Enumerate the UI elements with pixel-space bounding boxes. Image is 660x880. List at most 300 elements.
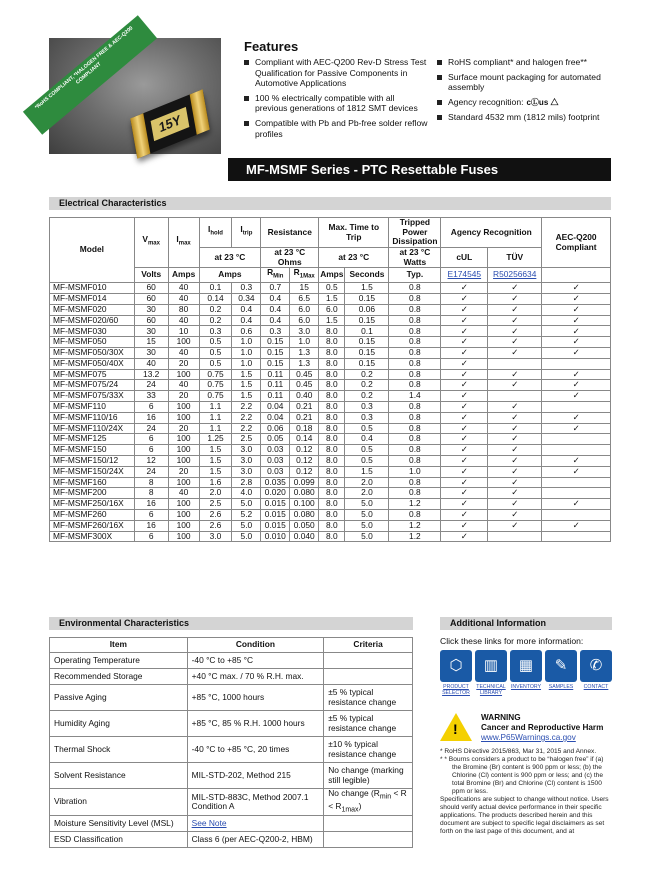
value-cell (542, 358, 611, 369)
table-row: Humidity Aging +85 °C, 85 % R.H. 1000 hours ±5 % typical resistance change (50, 711, 413, 737)
value-cell: ✓ (542, 423, 611, 434)
value-cell: 0.1 (199, 283, 232, 294)
value-cell: 0.4 (232, 304, 261, 315)
value-cell: 0.100 (290, 499, 319, 510)
value-cell: 0.5 (199, 358, 232, 369)
value-cell: 2.2 (232, 423, 261, 434)
value-cell: 100 (168, 401, 199, 412)
value-cell: ✓ (441, 337, 488, 348)
features-title: Features (244, 39, 299, 54)
value-cell: 0.45 (290, 380, 319, 391)
value-cell: 8.0 (319, 520, 345, 531)
model-cell: MF-MSMF260 (50, 509, 135, 520)
value-cell: 100 (168, 455, 199, 466)
value-cell: 1.1 (199, 423, 232, 434)
table-row (50, 531, 611, 542)
model-cell: MF-MSMF075/33X (50, 391, 135, 402)
value-cell: 0.15 (345, 347, 389, 358)
sub-tuv: TÜV (488, 248, 542, 268)
value-cell: 0.8 (389, 358, 441, 369)
warning-triangle-icon: ! (440, 713, 472, 741)
value-cell: 8.0 (319, 347, 345, 358)
value-cell: 0.8 (389, 488, 441, 499)
table-row (50, 455, 611, 466)
value-cell: 8.0 (319, 358, 345, 369)
value-cell: ✓ (488, 347, 542, 358)
link-label[interactable]: PRODUCT SELECTOR (442, 684, 470, 696)
value-cell: 0.5 (199, 347, 232, 358)
value-cell: 20 (168, 423, 199, 434)
value-cell: 5.0 (345, 509, 389, 520)
value-cell: 1.5 (345, 466, 389, 477)
warning-title: WARNING (481, 713, 521, 722)
value-cell: 100 (168, 499, 199, 510)
table-row (50, 326, 611, 337)
value-cell: 8.0 (319, 380, 345, 391)
table-row (50, 520, 611, 531)
model-cell: MF-MSMF125 (50, 434, 135, 445)
model-cell: MF-MSMF110/16 (50, 412, 135, 423)
value-cell: ✓ (488, 488, 542, 499)
value-cell: 8.0 (319, 434, 345, 445)
value-cell: 0.8 (389, 283, 441, 294)
table-row (50, 347, 611, 358)
value-cell: ✓ (488, 315, 542, 326)
table-row: Operating Temperature -40 °C to +85 °C (50, 653, 413, 669)
link-contact[interactable] (580, 650, 612, 696)
value-cell (488, 531, 542, 542)
cul-file-link-text[interactable]: E174545 (447, 269, 482, 280)
value-cell: ✓ (488, 455, 542, 466)
value-cell: 0.21 (290, 412, 319, 423)
value-cell: 40 (168, 315, 199, 326)
model-cell: MF-MSMF150 (50, 445, 135, 456)
electrical-section-title: Electrical Characteristics (49, 197, 611, 210)
value-cell: 1.5 (199, 455, 232, 466)
link-label[interactable]: INVENTORY (510, 684, 542, 690)
value-cell: ✓ (441, 509, 488, 520)
p65-link[interactable]: www.P65Warnings.ca.gov (481, 733, 576, 742)
value-cell: 5.0 (345, 520, 389, 531)
value-cell: 2.2 (232, 401, 261, 412)
col-ihold: $I_{hold}$ (199, 218, 232, 248)
value-cell: 3.0 (199, 531, 232, 542)
model-cell: MF-MSMF010 (50, 283, 135, 294)
model-cell: MF-MSMF014 (50, 293, 135, 304)
environmental-section-title: Environmental Characteristics (49, 617, 413, 630)
value-cell: ✓ (488, 337, 542, 348)
value-cell (542, 445, 611, 456)
col-criteria: Criteria (324, 638, 413, 653)
value-cell: 8.0 (319, 466, 345, 477)
value-cell: ✓ (542, 347, 611, 358)
table-row (50, 423, 611, 434)
value-cell: 0.75 (199, 369, 232, 380)
value-cell: 0.5 (345, 423, 389, 434)
value-cell: 0.4 (261, 304, 290, 315)
value-cell: 8.0 (319, 369, 345, 380)
unit-amps: Amps (319, 268, 345, 283)
environmental-table (49, 637, 413, 848)
col-model: Model (50, 218, 135, 283)
value-cell: 0.15 (345, 358, 389, 369)
value-cell: 8.0 (319, 531, 345, 542)
value-cell: 5.0 (232, 520, 261, 531)
value-cell: 8.0 (319, 509, 345, 520)
value-cell: 6 (134, 445, 168, 456)
value-cell: 1.0 (232, 347, 261, 358)
value-cell: ✓ (441, 347, 488, 358)
value-cell: ✓ (542, 293, 611, 304)
value-cell: 0.4 (261, 293, 290, 304)
value-cell: 0.18 (290, 423, 319, 434)
feature-item: Surface mount packaging for automated assembly (437, 72, 612, 93)
link-samples[interactable] (545, 650, 577, 696)
value-cell: 24 (134, 380, 168, 391)
see-note-cell[interactable] (187, 816, 324, 832)
value-cell: ✓ (542, 315, 611, 326)
value-cell: 0.8 (389, 293, 441, 304)
value-cell: 0.050 (290, 520, 319, 531)
value-cell: 6 (134, 434, 168, 445)
value-cell: 0.020 (261, 488, 290, 499)
value-cell: ✓ (441, 380, 488, 391)
value-cell: 0.15 (261, 358, 290, 369)
table-row (50, 488, 611, 499)
value-cell: 40 (168, 347, 199, 358)
col-aec: AEC-Q200 Compliant (542, 218, 611, 268)
value-cell: 33 (134, 391, 168, 402)
value-cell: 0.5 (319, 283, 345, 294)
col-condition: Condition (187, 638, 324, 653)
value-cell: ✓ (542, 499, 611, 510)
value-cell: 2.6 (199, 509, 232, 520)
table-row (50, 369, 611, 380)
value-cell: 8.0 (319, 445, 345, 456)
link-inventory[interactable] (510, 650, 542, 696)
value-cell: 0.5 (345, 455, 389, 466)
link-label[interactable]: TECHNICAL LIBRARY (476, 684, 506, 696)
value-cell: 0.04 (261, 412, 290, 423)
value-cell: 8.0 (319, 391, 345, 402)
link-label[interactable]: CONTACT (583, 684, 609, 690)
value-cell: 0.5 (345, 445, 389, 456)
value-cell: ✓ (441, 477, 488, 488)
table-row: Solvent Resistance MIL-STD-202, Method 215 No change (marking still legible) (50, 763, 413, 789)
value-cell: 1.3 (290, 358, 319, 369)
value-cell: 0.080 (290, 488, 319, 499)
value-cell: ✓ (441, 412, 488, 423)
value-cell: 60 (134, 283, 168, 294)
value-cell: 1.6 (199, 477, 232, 488)
link-product-selector[interactable] (440, 650, 472, 696)
value-cell: 40 (168, 488, 199, 499)
table-row (50, 434, 611, 445)
value-cell: 1.3 (290, 347, 319, 358)
value-cell: 0.2 (345, 391, 389, 402)
value-cell: 3.0 (290, 326, 319, 337)
product-photo (34, 25, 221, 154)
value-cell: 0.3 (261, 326, 290, 337)
value-cell: 0.3 (232, 283, 261, 294)
value-cell: 2.0 (345, 477, 389, 488)
table-row (50, 304, 611, 315)
samples-icon[interactable]: ✎ (545, 650, 577, 682)
value-cell (488, 358, 542, 369)
value-cell: 0.45 (290, 369, 319, 380)
value-cell: 0.8 (389, 369, 441, 380)
value-cell: ✓ (542, 412, 611, 423)
value-cell: 1.0 (389, 466, 441, 477)
technical-library-icon[interactable]: ▥ (475, 650, 507, 682)
value-cell: 3.0 (232, 455, 261, 466)
model-cell: MF-MSMF250/16X (50, 499, 135, 510)
value-cell: 0.14 (199, 293, 232, 304)
value-cell: 5.2 (232, 509, 261, 520)
model-cell: MF-MSMF300X (50, 531, 135, 542)
table-row (50, 337, 611, 348)
value-cell: 24 (134, 466, 168, 477)
value-cell: ✓ (488, 326, 542, 337)
value-cell: 0.15 (261, 337, 290, 348)
value-cell: ✓ (542, 391, 611, 402)
value-cell: 0.15 (345, 315, 389, 326)
value-cell: 6.0 (290, 315, 319, 326)
value-cell: ✓ (488, 509, 542, 520)
value-cell: 1.5 (199, 466, 232, 477)
value-cell: 5.0 (232, 531, 261, 542)
vibration-criteria: No change $(R_{min} < R < R_{1max})$ (324, 789, 413, 816)
contact-icon[interactable]: ✆ (580, 650, 612, 682)
value-cell: ✓ (542, 326, 611, 337)
value-cell: ✓ (542, 304, 611, 315)
product-selector-icon[interactable]: ⬡ (440, 650, 472, 682)
col-tripped-power: Tripped Power Dissipation (389, 218, 441, 248)
value-cell: 2.0 (345, 488, 389, 499)
table-row (50, 401, 611, 412)
model-cell: MF-MSMF020/60 (50, 315, 135, 326)
value-cell: ✓ (488, 434, 542, 445)
inventory-icon[interactable]: ▦ (510, 650, 542, 682)
value-cell: 0.03 (261, 445, 290, 456)
note-spec: Specifications are subject to change without notice. Users should verify actual device performance in their specific applications. The products described herein and this document are subject to specific legal disclaimers as set forth on the last page of this document, and at (440, 796, 609, 835)
value-cell: ✓ (441, 499, 488, 510)
model-cell: MF-MSMF150/24X (50, 466, 135, 477)
model-cell: MF-MSMF050/30X (50, 347, 135, 358)
value-cell (542, 401, 611, 412)
table-row (50, 499, 611, 510)
value-cell: 0.8 (389, 477, 441, 488)
value-cell: 1.2 (389, 520, 441, 531)
value-cell: 0.75 (199, 391, 232, 402)
value-cell: 40 (168, 283, 199, 294)
value-cell: 2.2 (232, 412, 261, 423)
tuv-file-link[interactable] (488, 268, 542, 283)
value-cell: 1.2 (389, 531, 441, 542)
value-cell: 8.0 (319, 455, 345, 466)
table-row: Passive Aging +85 °C, 1000 hours ±5 % typical resistance change (50, 685, 413, 711)
value-cell: 100 (168, 434, 199, 445)
value-cell: ✓ (542, 380, 611, 391)
col-item: Item (50, 638, 188, 653)
value-cell (542, 509, 611, 520)
value-cell: 0.2 (199, 315, 232, 326)
value-cell: 6.5 (290, 293, 319, 304)
value-cell: 8.0 (319, 401, 345, 412)
value-cell: ✓ (488, 520, 542, 531)
feature-item: 100 % electrically compatible with all previous generations of 1812 SMT devices (244, 93, 429, 114)
value-cell: 0.2 (345, 369, 389, 380)
value-cell: 0.8 (389, 423, 441, 434)
feature-item: Standard 4532 mm (1812 mils) footprint (437, 112, 612, 123)
value-cell: 2.6 (199, 520, 232, 531)
see-note-link[interactable]: See Note (191, 818, 227, 829)
tuv-file-link-text[interactable]: R50256634 (493, 269, 537, 280)
unit-rmin: $R_{Min}$ (261, 268, 290, 283)
value-cell: 8.0 (319, 423, 345, 434)
warning-subtitle: Cancer and Reproductive Harm (481, 723, 604, 732)
value-cell: ✓ (441, 391, 488, 402)
value-cell: 20 (168, 391, 199, 402)
value-cell: 0.21 (290, 401, 319, 412)
value-cell: 0.3 (199, 326, 232, 337)
value-cell: ✓ (542, 337, 611, 348)
value-cell: ✓ (441, 520, 488, 531)
unit-seconds: Seconds (345, 268, 389, 283)
value-cell: 0.4 (261, 315, 290, 326)
table-row: Thermal Shock -40 °C to +85 °C, 20 times ±10 % typical resistance change (50, 737, 413, 763)
value-cell: 8.0 (319, 488, 345, 499)
value-cell: 0.2 (345, 380, 389, 391)
value-cell: 0.099 (290, 477, 319, 488)
electrical-table-body (50, 283, 611, 542)
value-cell: 0.05 (261, 434, 290, 445)
value-cell: 16 (134, 412, 168, 423)
additional-intro: Click these links for more information: (440, 636, 584, 646)
value-cell: 6 (134, 509, 168, 520)
value-cell: 1.5 (232, 391, 261, 402)
value-cell: 0.34 (232, 293, 261, 304)
value-cell: 6 (134, 401, 168, 412)
table-row (50, 283, 611, 294)
value-cell: ✓ (542, 520, 611, 531)
value-cell: 2.8 (232, 477, 261, 488)
table-row: Vibration MIL-STD-883C, Method 2007.1 Condition A No change $(R_{min} < R < R_{1max})$ (50, 789, 413, 816)
value-cell: 0.015 (261, 499, 290, 510)
value-cell: 60 (134, 293, 168, 304)
value-cell: 0.8 (389, 347, 441, 358)
value-cell: 8.0 (319, 337, 345, 348)
table-row (50, 391, 611, 402)
value-cell: 0.12 (290, 455, 319, 466)
col-imax: $I_{max}$ (168, 218, 199, 268)
value-cell: ✓ (488, 499, 542, 510)
value-cell: 0.8 (389, 304, 441, 315)
link-label[interactable]: SAMPLES (548, 684, 574, 690)
model-cell: MF-MSMF200 (50, 488, 135, 499)
col-agency: Agency Recognition (441, 218, 542, 248)
table-row (50, 358, 611, 369)
value-cell: 40 (168, 293, 199, 304)
info-links (440, 650, 612, 696)
value-cell (488, 391, 542, 402)
cul-file-link[interactable] (441, 268, 488, 283)
value-cell: ✓ (441, 293, 488, 304)
value-cell: ✓ (488, 477, 542, 488)
value-cell: ✓ (441, 315, 488, 326)
value-cell (542, 434, 611, 445)
value-cell: ✓ (488, 369, 542, 380)
value-cell: 8 (134, 477, 168, 488)
model-cell: MF-MSMF110/24X (50, 423, 135, 434)
value-cell: 30 (134, 326, 168, 337)
value-cell: 1.0 (232, 337, 261, 348)
value-cell: 1.5 (199, 445, 232, 456)
value-cell: 8.0 (319, 326, 345, 337)
value-cell (542, 477, 611, 488)
fuse-chip-image (130, 89, 209, 158)
note-halogen: * * Bourns considers a product to be “halogen free” if (a) the Bromine (Br) content is 900 ppm or less; (b) the Chlorine (Cl) content is 900 ppm or less; and (c) the total Bromine (Br) and Chlorine (Cl) content is 1500 ppm or less. (440, 756, 604, 795)
value-cell: 0.6 (232, 326, 261, 337)
model-cell: MF-MSMF075 (50, 369, 135, 380)
value-cell: 0.06 (345, 304, 389, 315)
value-cell: 0.010 (261, 531, 290, 542)
value-cell: ✓ (441, 488, 488, 499)
table-row (50, 445, 611, 456)
value-cell: ✓ (542, 466, 611, 477)
value-cell: 0.080 (290, 509, 319, 520)
value-cell: 15 (134, 337, 168, 348)
value-cell: 30 (134, 304, 168, 315)
value-cell: 0.8 (389, 412, 441, 423)
value-cell: 1.5 (232, 369, 261, 380)
sub-at23-time: at 23 °C (319, 248, 389, 268)
value-cell: 0.12 (290, 466, 319, 477)
value-cell: ✓ (542, 369, 611, 380)
value-cell: 100 (168, 520, 199, 531)
unit-typ: Typ. (389, 268, 441, 283)
value-cell: 0.8 (389, 445, 441, 456)
model-cell: MF-MSMF110 (50, 401, 135, 412)
value-cell: 0.040 (290, 531, 319, 542)
col-vmax: $V_{max}$ (134, 218, 168, 268)
model-cell: MF-MSMF260/16X (50, 520, 135, 531)
features-list-right (437, 57, 612, 127)
value-cell: 1.5 (319, 315, 345, 326)
value-cell: 6 (134, 531, 168, 542)
value-cell: 1.5 (345, 283, 389, 294)
model-cell: MF-MSMF150/12 (50, 455, 135, 466)
value-cell: 100 (168, 337, 199, 348)
value-cell: 0.015 (261, 520, 290, 531)
additional-section-title: Additional Information (440, 617, 612, 630)
value-cell: 0.4 (232, 315, 261, 326)
value-cell: ✓ (488, 293, 542, 304)
col-resistance: Resistance (261, 218, 319, 248)
feature-item: RoHS compliant* and halogen free** (437, 57, 612, 68)
value-cell: 16 (134, 499, 168, 510)
model-cell: MF-MSMF160 (50, 477, 135, 488)
link-technical-library[interactable] (475, 650, 507, 696)
value-cell: 1.0 (290, 337, 319, 348)
footnotes (440, 748, 612, 836)
value-cell: 8.0 (319, 477, 345, 488)
value-cell: 1.5 (232, 380, 261, 391)
value-cell: 1.1 (199, 412, 232, 423)
value-cell: 0.03 (261, 455, 290, 466)
model-cell: MF-MSMF030 (50, 326, 135, 337)
value-cell: 0.3 (345, 412, 389, 423)
